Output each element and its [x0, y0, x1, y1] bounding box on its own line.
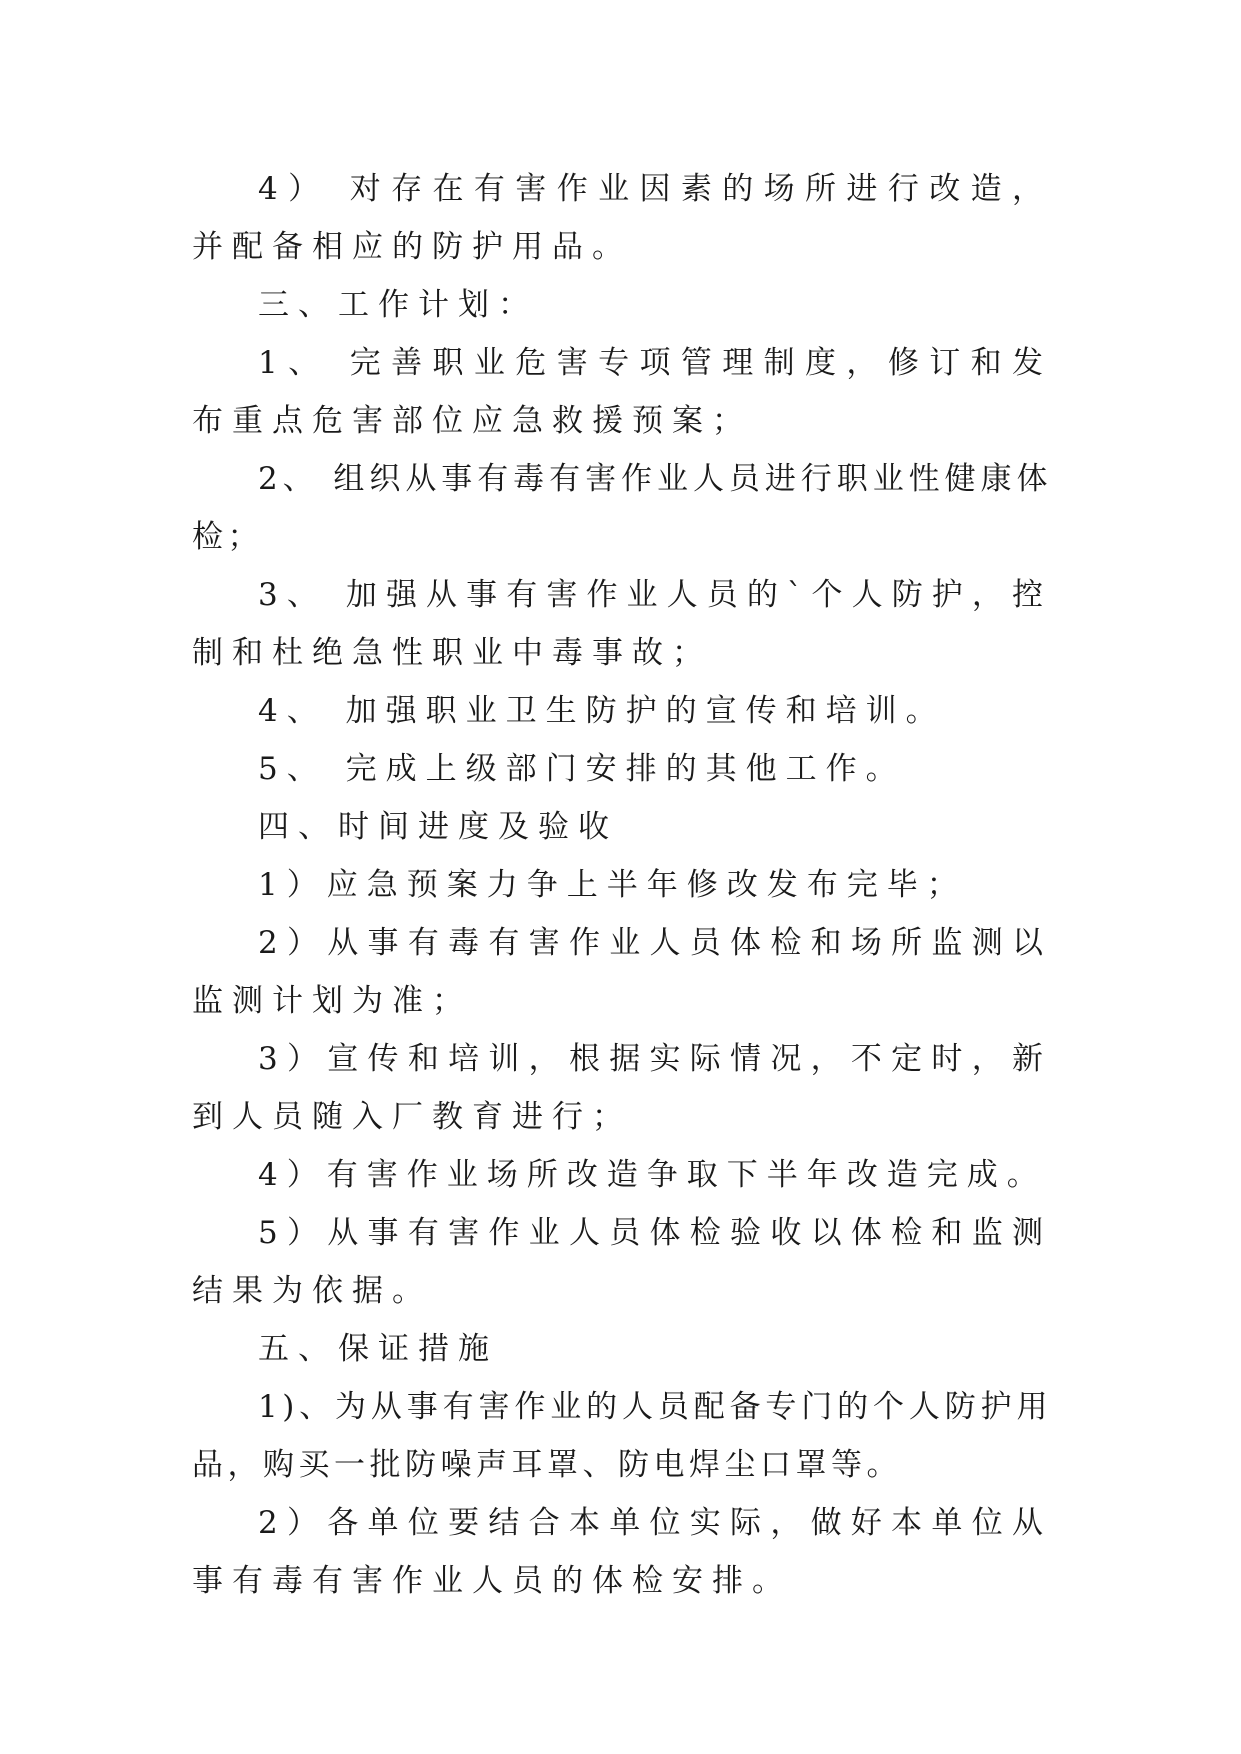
- paragraph-measure-2: 2）各单位要结合本单位实际，做好本单位从事有毒有害作业人员的体检安排。: [192, 1505, 1052, 1599]
- document-body: [192, 160, 1052, 1610]
- paragraph-schedule-2: 2）从事有毒有害作业人员体检和场所监测以监测计划为准；: [192, 925, 1052, 1019]
- paragraph-plan-3: 3、 加强从事有害作业人员的`个人防护，控制和杜绝急性职业中毒事故；: [192, 577, 1052, 671]
- heading-guarantee-measures: 五、保证措施: [258, 1331, 498, 1367]
- paragraph-4-renovation: 4） 对存在有害作业因素的场所进行改造，并配备相应的防护用品。: [192, 171, 1052, 265]
- paragraph-plan-2: 2、 组织从事有毒有害作业人员进行职业性健康体检；: [192, 461, 1052, 555]
- paragraph-schedule-4: 4）有害作业场所改造争取下半年改造完成。: [258, 1157, 1047, 1193]
- paragraph-schedule-1: 1）应急预案力争上半年修改发布完毕；: [258, 867, 967, 903]
- paragraph-schedule-5: 5）从事有害作业人员体检验收以体检和监测结果为依据。: [192, 1215, 1052, 1309]
- paragraph-plan-1: 1、 完善职业危害专项管理制度，修订和发布重点危害部位应急救援预案；: [192, 345, 1052, 439]
- heading-work-plan: 三、工作计划：: [258, 287, 538, 323]
- heading-schedule-acceptance: 四、时间进度及验收: [258, 809, 618, 845]
- paragraph-schedule-3: 3）宣传和培训，根据实际情况，不定时，新到人员随入厂教育进行；: [192, 1041, 1052, 1135]
- paragraph-plan-4: 4、 加强职业卫生防护的宣传和培训。: [258, 693, 946, 729]
- paragraph-measure-1: 1)、为从事有害作业的人员配备专门的个人防护用品，购买一批防噪声耳罩、防电焊尘口罩等。: [192, 1389, 1052, 1483]
- paragraph-plan-5: 5、 完成上级部门安排的其他工作。: [258, 751, 906, 787]
